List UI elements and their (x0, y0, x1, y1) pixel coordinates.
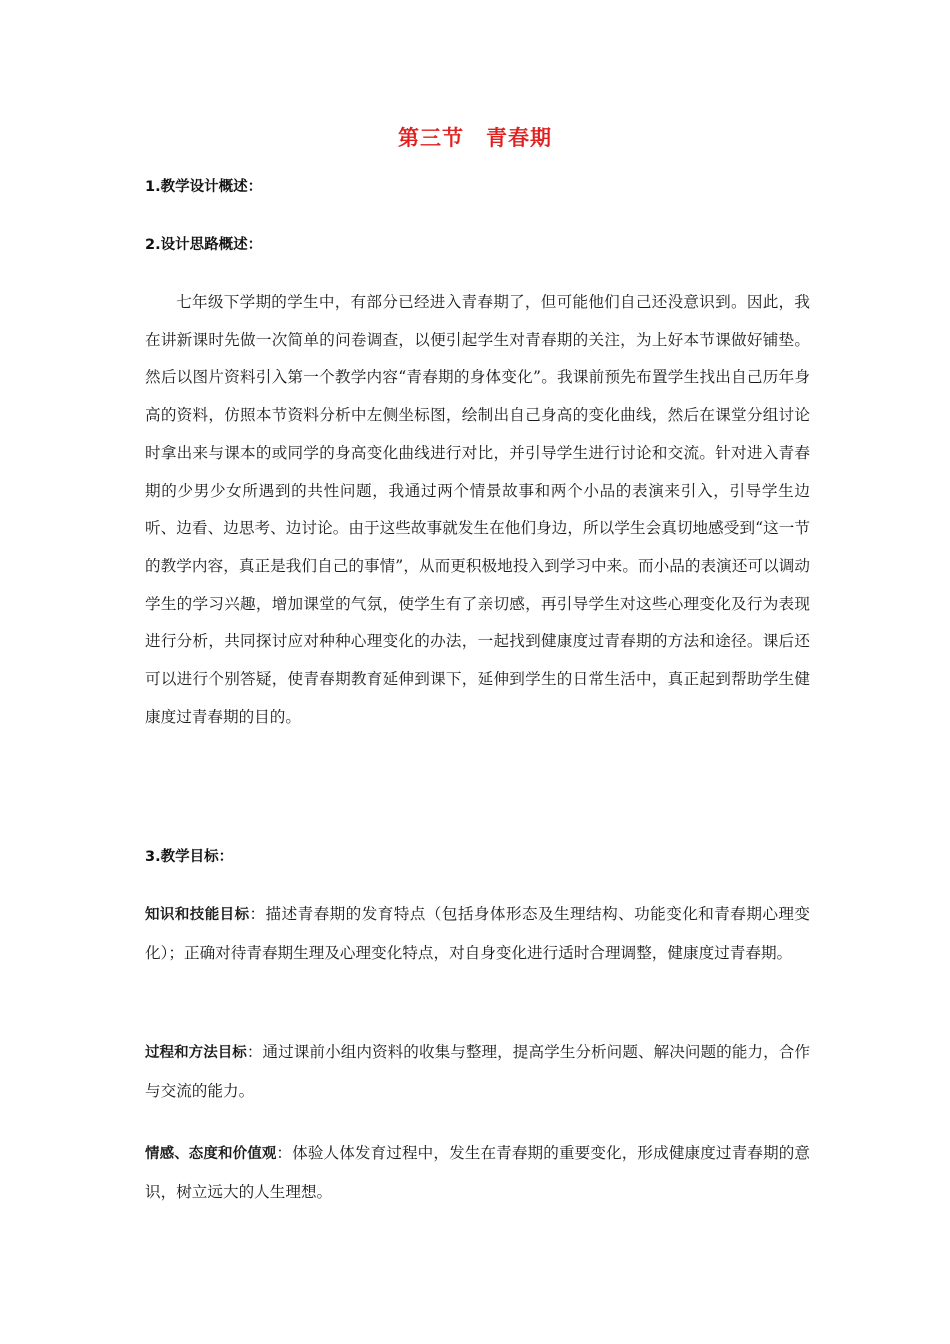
goal-process-text: ：通过课前小组内资料的收集与整理，提高学生分析问题、解决问题的能力，合作与交流的能力。 (145, 1043, 810, 1100)
goal-knowledge (145, 896, 810, 972)
goal-emotion (145, 1135, 810, 1211)
document-title: 第三节 青春期 (398, 126, 552, 150)
goal-knowledge-text: ：描述青春期的发育特点（包括身体形态及生理结构、功能变化和青春期心理变化）；正确对待青春期生理及心理变化特点，对自身变化进行适时合理调整，健康度过青春期。 (145, 905, 810, 962)
goal-knowledge-label: 知识和技能目标 (145, 907, 250, 923)
design-paragraph: 七年级下学期的学生中，有部分已经进入青春期了，但可能他们自己还没意识到。因此，我在讲新课时先做一次简单的问卷调查，以便引起学生对青春期的关注，为上好本节课做好铺垫。然后以图片资料引入第一个教学内容“青春期的身体变化”。我课前预先布置学生找出自己历年身高的资料，仿照本节资料分析中左侧坐标图，绘制出自己身高的变化曲线，然后在课堂分组讨论时拿出来与课本的或同学的身高变化曲线进行对比，并引导学生进行讨论和交流。针对进入青春期的少男少女所遇到的共性问题，我通过两个情景故事和两个小品的表演来引入，引导学生边听、边看、边思考、边讨论。由于这些故事就发生在他们身边，所以学生会真切地感受到“这一节的教学内容，真正是我们自己的事情”，从而更积极地投入到学习中来。而小品的表演还可以调动学生的学习兴趣，增加课堂的气氛，使学生有了亲切感，再引导学生对这些心理变化及行为表现进行分析，共同探讨应对种种心理变化的办法，一起找到健康度过青春期的方法和途径。课后还可以进行个别答疑，使青春期教育延伸到课下，延伸到学生的日常生活中，真正起到帮助学生健康度过青春期的目的。 (145, 293, 810, 726)
goal-process-label: 过程和方法目标 (145, 1045, 247, 1061)
goal-emotion-text: ：体验人体发育过程中，发生在青春期的重要变化，形成健康度过青春期的意识，树立远大的人生理想。 (145, 1144, 810, 1201)
section-heading-overview: 1.教学设计概述： (145, 179, 263, 195)
goal-process (145, 1034, 810, 1110)
section-heading-goals: 3.教学目标： (145, 849, 234, 865)
goal-emotion-label: 情感、态度和价值观 (145, 1146, 277, 1162)
section-heading-design: 2.设计思路概述： (145, 237, 263, 253)
